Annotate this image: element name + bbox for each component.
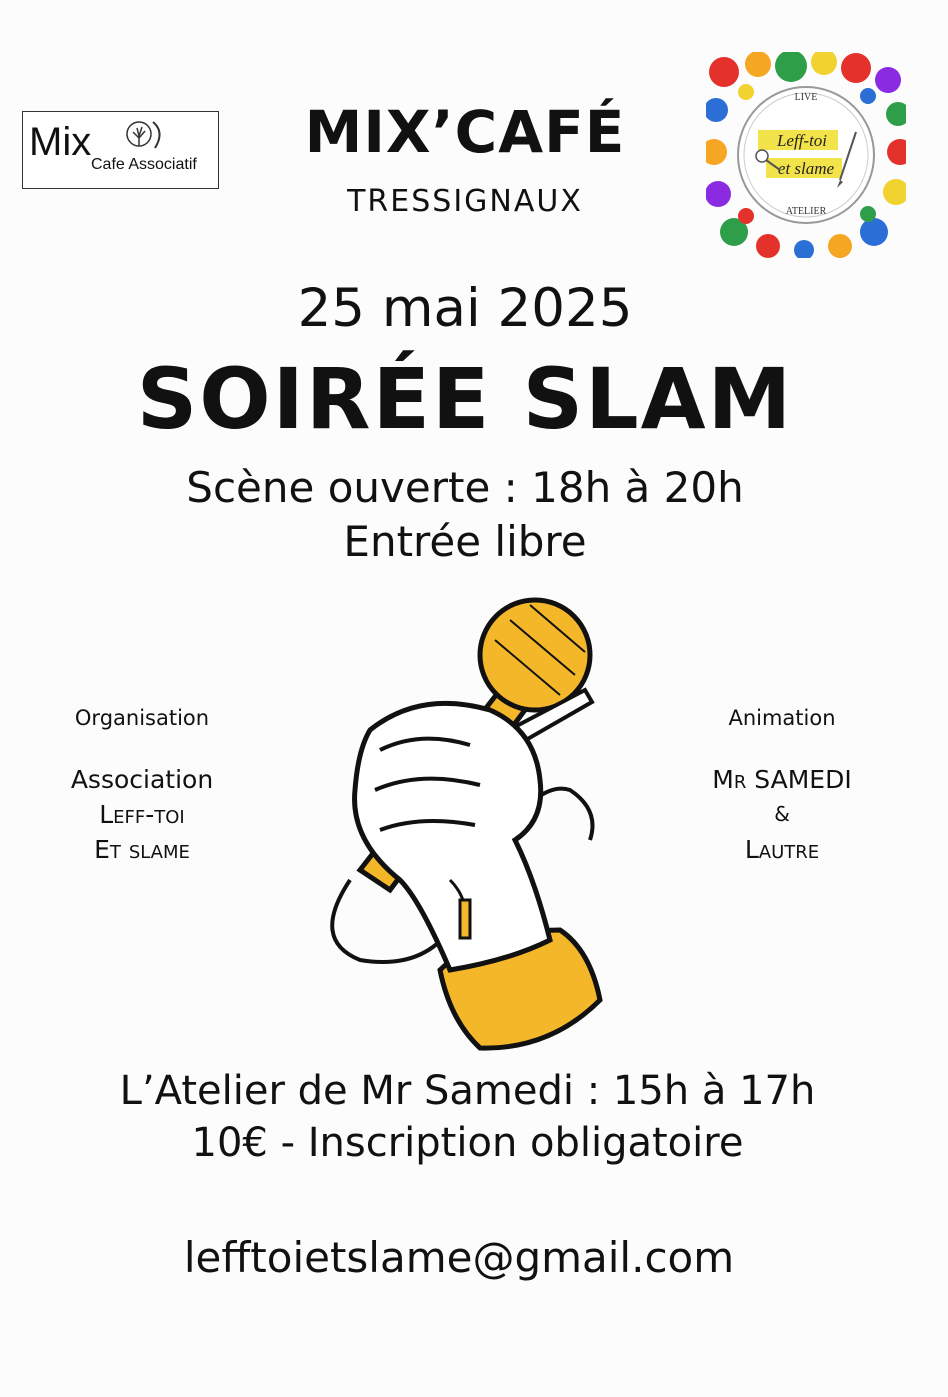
animation-label: Animation bbox=[728, 706, 836, 730]
organisation-line: Leff-toi bbox=[99, 800, 185, 829]
animation-line: & bbox=[774, 802, 790, 826]
logo-mix-text: Mix bbox=[29, 120, 92, 164]
open-stage-time: Scène ouverte : 18h à 20h bbox=[186, 463, 744, 512]
event-date: 25 mai 2025 bbox=[297, 278, 633, 339]
microphone-head-icon bbox=[480, 600, 590, 710]
mix-cafe-logo bbox=[22, 111, 219, 189]
workshop-title: L’Atelier de Mr Samedi : 15h à 17h bbox=[119, 1068, 816, 1114]
cafe-town: TRESSIGNAUX bbox=[347, 184, 583, 219]
animation-line: Mr SAMEDI bbox=[712, 765, 852, 794]
logo-line1: Leff-toi bbox=[776, 131, 828, 150]
animation-names bbox=[662, 762, 902, 867]
contact-email[interactable]: lefftoietslame@gmail.com bbox=[183, 1233, 735, 1282]
logo-atelier-text: ATELIER bbox=[785, 206, 827, 217]
animation-line: Lautre bbox=[744, 835, 820, 864]
organisation-label: Organisation bbox=[74, 706, 210, 730]
workshop-price: 10€ - Inscription obligatoire bbox=[191, 1120, 744, 1166]
organisation-names bbox=[22, 762, 262, 867]
logo-tagline: Cafe Associatif bbox=[91, 156, 197, 173]
fist-shape bbox=[355, 703, 550, 970]
entry-info: Entrée libre bbox=[343, 517, 587, 566]
tree-icon bbox=[109, 118, 169, 160]
fist-microphone-illustration bbox=[300, 580, 650, 1060]
organisation-line: Association bbox=[70, 765, 214, 794]
event-title: SOIRÉE SLAM bbox=[136, 350, 794, 448]
organisation-line: Et slame bbox=[94, 835, 190, 864]
cafe-name: MIX’CAFÉ bbox=[304, 98, 626, 166]
logo-live-text: LIVE bbox=[794, 92, 818, 103]
leff-toi-logo bbox=[706, 52, 906, 258]
colorful-dots-badge bbox=[706, 52, 906, 258]
logo-line2: et slame bbox=[777, 159, 835, 178]
